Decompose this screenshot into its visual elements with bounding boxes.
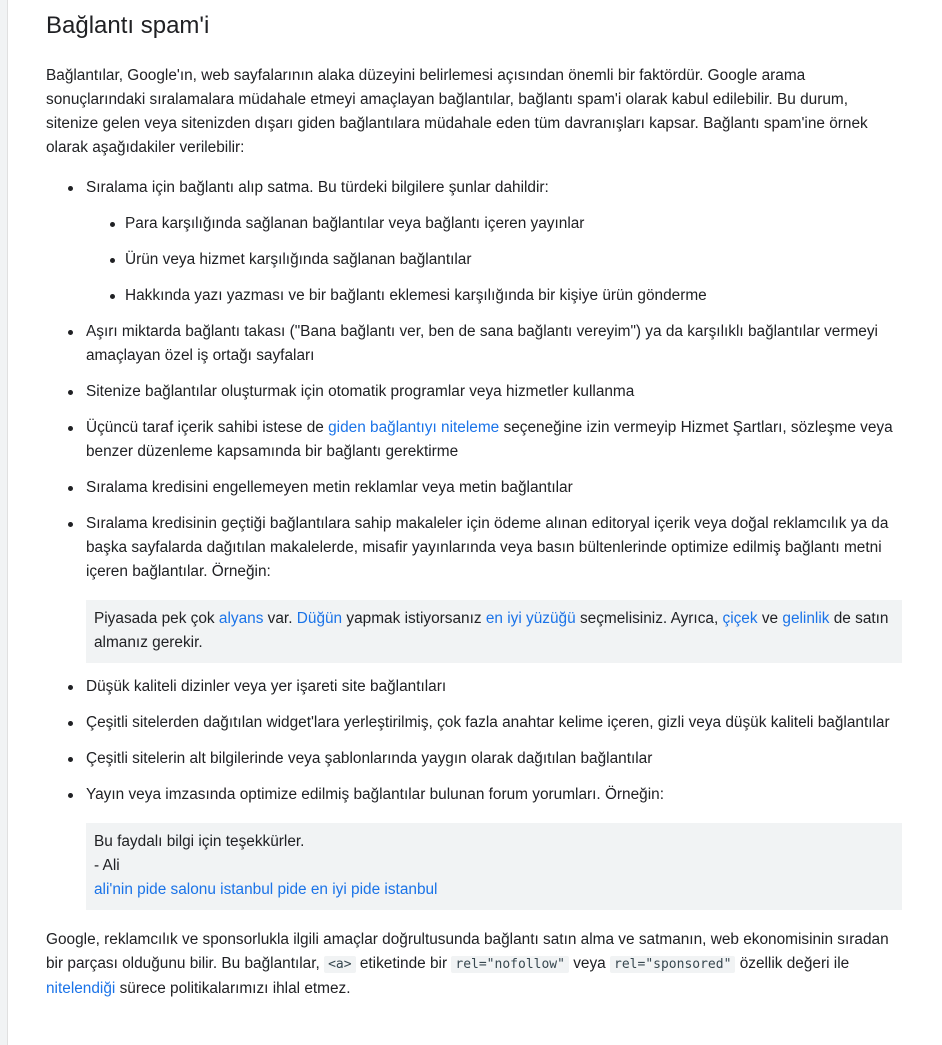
example-text: yapmak istiyorsanız: [342, 610, 486, 627]
list-item-text: Sıralama kredisinin geçtiği bağlantılara sahip makaleler için ödeme alınan editoryal içerik veya doğal reklamcılık ya da başka sayfalarda dağıtılan makalelerde, misafir yayınlarında veya basın bültenlerinde optimize edilmiş bağlantı metni içeren bağlantılar. Örneğin:: [86, 515, 889, 580]
example-link-alyans[interactable]: alyans: [218, 610, 264, 627]
example-text: seçmelisiniz. Ayrıca,: [575, 610, 723, 627]
example-wrapper: [46, 600, 902, 663]
closing-text: özellik değeri ile: [735, 955, 850, 972]
example-text: de satın almanız gerekir.: [94, 610, 889, 651]
list-item-directories: Düşük kaliteli dizinler veya yer işareti site bağlantıları: [46, 675, 902, 699]
example-wrapper: [46, 823, 902, 910]
left-border: [0, 0, 8, 1045]
buy-sell-sublist: [86, 212, 902, 308]
article-content: [46, 0, 902, 1001]
code-nofollow: rel="nofollow": [451, 956, 569, 973]
list-item-text-ads: Sıralama kredisini engellemeyen metin reklamlar veya metin bağlantılar: [46, 476, 902, 500]
list-item-text: Sıralama için bağlantı alıp satma. Bu türdeki bilgilere şunlar dahildir:: [86, 179, 549, 196]
closing-text: veya: [568, 955, 611, 972]
list-item-forum: [46, 783, 902, 910]
section-heading: Bağlantı spam'i: [46, 12, 210, 39]
code-a-tag: <a>: [324, 956, 355, 973]
closing-text: Google, reklamcılık ve sponsorlukla ilgili amaçlar doğrultusunda bağlantı satın alma ve satmanın, web ekonomisinin sıradan bir parçası olduğunu bilir. Bu bağlantılar,: [46, 931, 889, 972]
closing-text: sürece politikalarımızı ihlal etmez.: [115, 980, 351, 997]
example-box-advertorial: [86, 600, 902, 663]
qualify-outbound-link[interactable]: giden bağlantıyı niteleme: [328, 419, 500, 436]
example-link-cicek[interactable]: çiçek: [722, 610, 758, 627]
list-item-advertorials: [46, 512, 902, 663]
list-item-buy-sell: [46, 176, 902, 308]
sub-list-item: Para karşılığında sağlanan bağlantılar veya bağlantı içeren yayınlar: [86, 212, 902, 236]
list-item-widgets: Çeşitli sitelerden dağıtılan widget'lara yerleştirilmiş, çok fazla anahtar kelime içeren, gizli veya düşük kaliteli bağlantılar: [46, 711, 902, 735]
list-item-footers: Çeşitli sitelerin alt bilgilerinde veya şablonlarında yaygın olarak dağıtılan bağlantılar: [46, 747, 902, 771]
spam-examples-list: [46, 176, 902, 910]
list-item-automated: Sitenize bağlantılar oluşturmak için otomatik programlar veya hizmetler kullanma: [46, 380, 902, 404]
example-text: ve: [757, 610, 783, 627]
list-item-text: Yayın veya imzasında optimize edilmiş bağlantılar bulunan forum yorumları. Örneğin:: [86, 786, 664, 803]
example-link-gelinlik[interactable]: gelinlik: [782, 610, 830, 627]
example-text: Piyasada pek çok: [94, 610, 219, 627]
qualify-link[interactable]: nitelendiği: [46, 980, 116, 997]
example-link-yuzuk[interactable]: en iyi yüzüğü: [485, 610, 576, 627]
forum-signature-name: - Ali: [94, 857, 120, 874]
example-link-dugun[interactable]: Düğün: [296, 610, 343, 627]
example-text: var.: [263, 610, 297, 627]
forum-signature-link[interactable]: ali'nin pide salonu istanbul pide en iyi pide istanbul: [94, 881, 438, 898]
forum-comment-line: Bu faydalı bilgi için teşekkürler.: [94, 833, 305, 850]
intro-paragraph: Bağlantılar, Google'ın, web sayfalarının alaka düzeyini belirlemesi açısından önemli bir faktördür. Google arama sonuçlarındaki sıralamalara müdahale etmeyi amaçlayan bağlantılar, bağlantı spam'i olarak kabul edilebilir. Bu durum, sitenize gelen veya sitenizden dışarı giden bağlantılara müdahale eden tüm davranışları kapsar. Bağlantı spam'ine örnek olarak aşağıdakiler verilebilir:: [46, 67, 868, 156]
list-item-text: Üçüncü taraf içerik sahibi istese de: [86, 419, 329, 436]
closing-text: etiketinde bir: [355, 955, 452, 972]
sub-list-item: Ürün veya hizmet karşılığında sağlanan bağlantılar: [86, 248, 902, 272]
code-sponsored: rel="sponsored": [610, 956, 735, 973]
sub-list-item: Hakkında yazı yazması ve bir bağlantı eklemesi karşılığında bir kişiye ürün gönderme: [86, 284, 902, 308]
list-item-tos: [46, 416, 902, 464]
list-item-text: seçeneğine izin vermeyip Hizmet Şartları, sözleşme veya benzer düzenleme kapsamında bir bağlantı gerektirme: [86, 419, 893, 460]
list-item-exchange: Aşırı miktarda bağlantı takası ("Bana bağlantı ver, ben de sana bağlantı vereyim") ya da karşılıklı bağlantılar vermeyi amaçlayan özel iş ortağı sayfaları: [46, 320, 902, 368]
example-box-forum: [86, 823, 902, 910]
closing-paragraph: [46, 928, 902, 1001]
